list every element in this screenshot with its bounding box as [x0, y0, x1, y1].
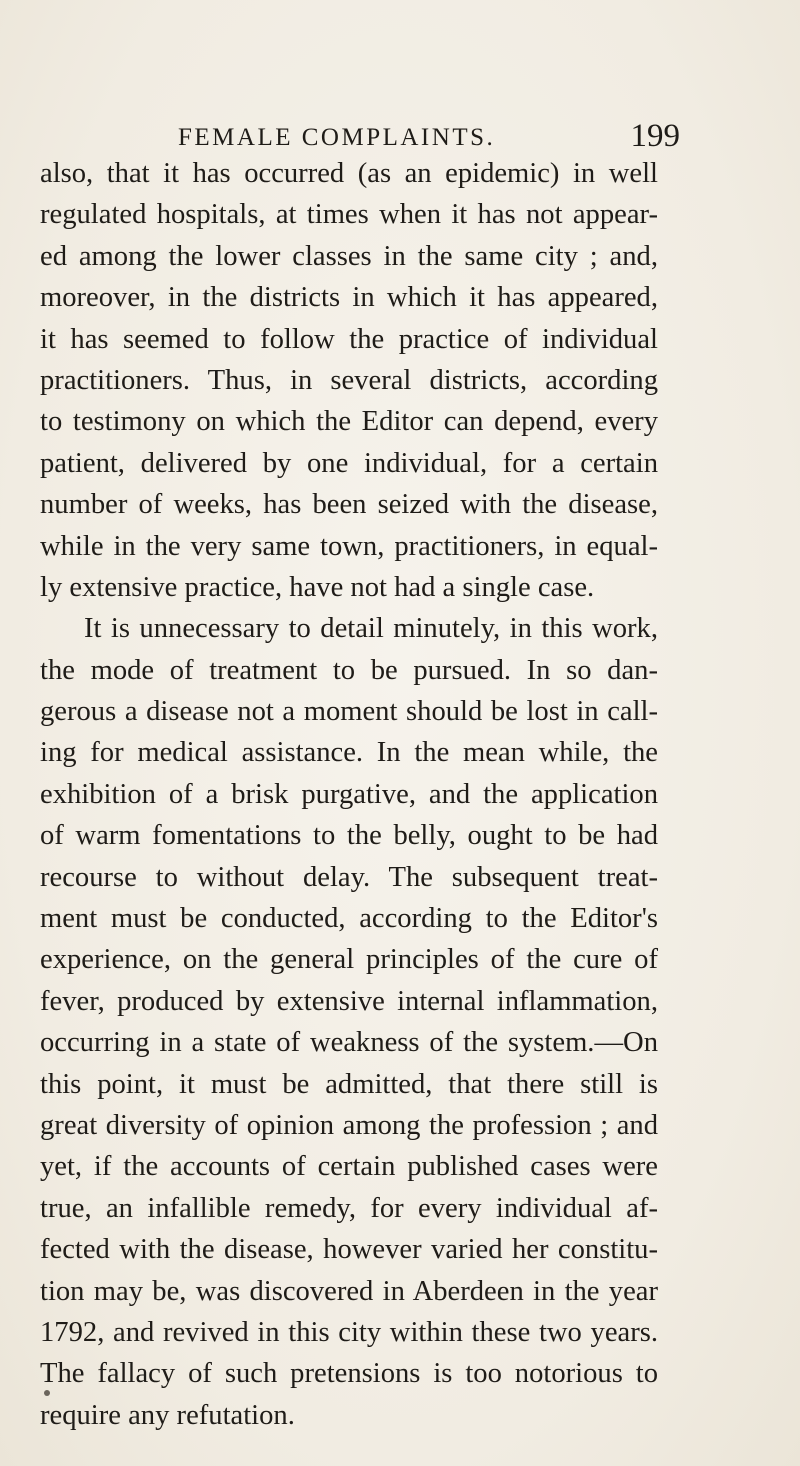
text-line: fever, produced by extensive internal inflammation,: [40, 985, 658, 1017]
text-line: gerous a disease not a moment should be lost in call-: [40, 696, 658, 728]
paragraph-start-line: It is unnecessary to detail minutely, in this work,: [84, 613, 658, 645]
text-line: tion may be, was discovered in Aberdeen in the year: [40, 1275, 658, 1307]
text-line: to testimony on which the Editor can depend, every: [40, 406, 658, 438]
body-text: [40, 153, 658, 1436]
text-line: fected with the disease, however varied her constitu-: [40, 1234, 658, 1266]
text-line: 1792, and revived in this city within these two years.: [40, 1316, 658, 1348]
text-line: great diversity of opinion among the profession ; and: [40, 1109, 658, 1141]
text-line: moreover, in the districts in which it has appeared,: [40, 282, 658, 314]
text-line: ed among the lower classes in the same city ; and,: [40, 240, 658, 272]
text-line: this point, it must be admitted, that there still is: [40, 1068, 658, 1100]
text-line: ing for medical assistance. In the mean while, the: [40, 737, 658, 769]
text-line: occurring in a state of weakness of the system.—On: [40, 1027, 658, 1059]
text-line: also, that it has occurred (as an epidemic) in well: [40, 158, 658, 189]
text-line: while in the very same town, practitioners, in equal-: [40, 530, 658, 562]
running-head: [40, 118, 680, 158]
text-line: The fallacy of such pretensions is too notorious to: [40, 1358, 658, 1390]
text-line: the mode of treatment to be pursued. In so dan-: [40, 654, 658, 686]
text-line: ly extensive practice, have not had a single case.: [40, 571, 595, 603]
text-line: exhibition of a brisk purgative, and the application: [40, 778, 658, 810]
text-line: true, an infallible remedy, for every individual af-: [40, 1192, 658, 1224]
text-line: regulated hospitals, at times when it has not appear-: [40, 199, 658, 231]
text-line: number of weeks, has been seized with the disease,: [40, 489, 658, 521]
text-line: recourse to without delay. The subsequent treat-: [40, 861, 658, 893]
text-line: experience, on the general principles of the cure of: [40, 944, 658, 976]
text-line: yet, if the accounts of certain published cases were: [40, 1151, 658, 1183]
text-line: practitioners. Thus, in several districts, according: [40, 364, 658, 396]
text-line: it has seemed to follow the practice of individual: [40, 323, 658, 355]
text-line: of warm fomentations to the belly, ought to be had: [40, 820, 658, 852]
page-number: 199: [630, 118, 680, 154]
running-title: FEMALE COMPLAINTS.: [178, 124, 496, 151]
text-line: ment must be conducted, according to the Editor's: [40, 903, 658, 935]
text-line: patient, delivered by one individual, for a certain: [40, 447, 658, 479]
ink-speck: [44, 1390, 50, 1396]
text-line: require any refutation.: [40, 1399, 295, 1431]
